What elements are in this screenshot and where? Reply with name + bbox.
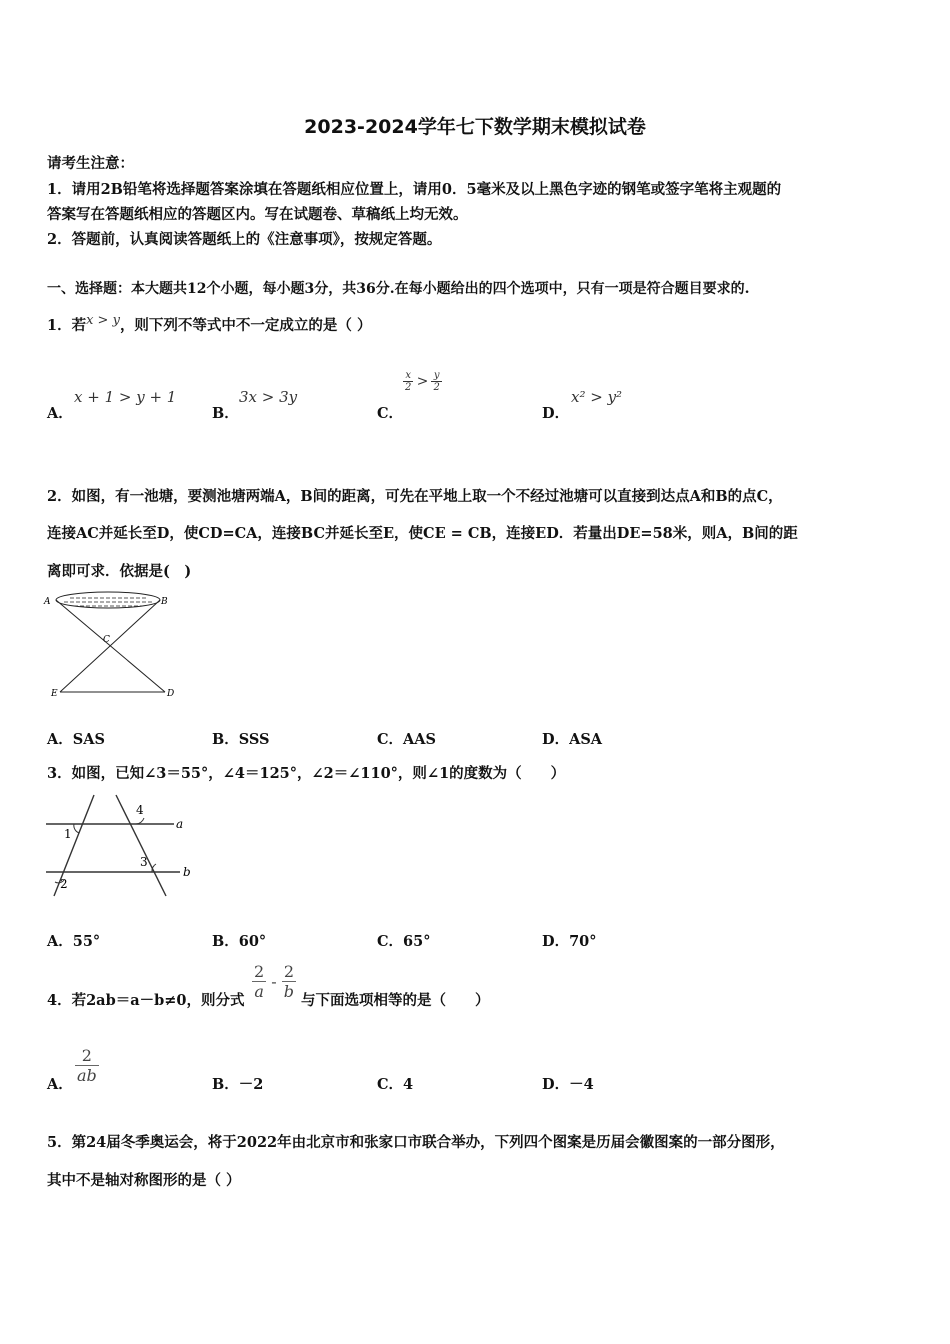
q1-prefix: 1．若 — [47, 317, 87, 334]
angle-label-1: 1 — [64, 827, 72, 841]
line-label-a: a — [176, 817, 184, 831]
q1-option-a: x + 1 > y + 1 — [74, 388, 177, 406]
q4-option-b: B．－2 — [212, 1076, 264, 1093]
q4-expression: $\frac{2}{a}$ - $\frac{2}{b}$ — [254, 962, 295, 1001]
line-label-b: b — [183, 865, 191, 879]
q2-option-c: C．AAS — [377, 731, 437, 748]
q2-line-2: 连接AC并延长至D，使CD=CA，连接BC并延长至E，使CE = CB，连接ED．若量出DE=58米，则A，B间的距 — [47, 525, 798, 542]
notice-line-2: 答案写在答题纸相应的答题区内。写在试题卷、草稿纸上均无效。 — [47, 206, 468, 223]
q5-line-2: 其中不是轴对称图形的是（ ） — [47, 1172, 241, 1189]
arc-1 — [74, 824, 79, 833]
label-c: C — [103, 635, 110, 645]
angle-label-3: 3 — [140, 855, 148, 869]
arc-4 — [136, 818, 144, 824]
q2-option-d: D．ASA — [542, 731, 603, 748]
angle-label-2: 2 — [60, 877, 68, 891]
q5-line-1: 5．第24届冬季奥运会，将于2022年由北京市和张家口市联合举办，下列四个图案是历届会徽图案的一部分图形， — [47, 1134, 785, 1151]
q3-option-d: D．70° — [542, 933, 597, 950]
q1-condition: x > y — [86, 313, 120, 328]
q1-suffix: ，则下列不等式中不一定成立的是（ ） — [119, 317, 372, 334]
pond-ellipse — [56, 592, 160, 608]
q3-option-c: C．65° — [377, 933, 431, 950]
label-b: B — [161, 597, 168, 607]
q4-option-a: $\frac{2}{ab}$ — [77, 1046, 97, 1085]
q4-suffix: 与下面选项相等的是（ ） — [301, 992, 490, 1009]
q3-option-b: B．60° — [212, 933, 267, 950]
q3-option-a: A．55° — [47, 933, 101, 950]
q1-option-a-label: A． — [47, 405, 73, 422]
page-title: 2023-2024学年七下数学期末模拟试卷 — [304, 116, 646, 138]
notice-line-3: 2．答题前，认真阅读答题纸上的《注意事项》，按规定答题。 — [47, 231, 442, 248]
q3-text: 3．如图，已知∠3＝55°，∠4＝125°，∠2＝∠110°，则∠1的度数为（ ） — [47, 765, 566, 782]
angle-label-4: 4 — [136, 803, 144, 817]
q1-option-b: 3x > 3y — [239, 388, 298, 406]
q2-option-b: B．SSS — [212, 731, 270, 748]
line-be — [60, 600, 160, 692]
notice-heading: 请考生注意： — [47, 155, 134, 172]
q1-option-d-label: D． — [542, 405, 570, 422]
q4-option-d: D．－4 — [542, 1076, 594, 1093]
q2-option-a: A．SAS — [47, 731, 105, 748]
label-a: A — [44, 597, 51, 607]
q1-option-c-label: C． — [377, 405, 404, 422]
q4-option-c: C．4 — [377, 1076, 414, 1093]
parallel-lines-figure — [44, 790, 196, 900]
q1-option-b-label: B． — [212, 405, 239, 422]
q4-prefix: 4．若2ab＝a－b≠0，则分式 — [47, 992, 245, 1009]
q1-option-d: x² > y² — [571, 388, 623, 406]
section-heading: 一、选择题：本大题共12个小题，每小题3分，共36分.在每小题给出的四个选项中，只有一项是符合题目要求的. — [47, 281, 750, 297]
question-1 — [47, 314, 371, 335]
q2-line-1: 2．如图，有一池塘，要测池塘两端A，B间的距离，可先在平地上取一个不经过池塘可以直接到达点A和B的点C， — [47, 488, 783, 505]
q1-option-c: $\frac{x}{2}$ > $\frac{y}{2}$ — [405, 370, 440, 393]
label-e: E — [51, 689, 58, 699]
label-d: D — [167, 689, 175, 699]
notice-line-1: 1．请用2B铅笔将选择题答案涂填在答题纸相应位置上，请用0．5毫米及以上黑色字迹的钢笔或签字笔将主观题的 — [47, 181, 782, 198]
q2-line-3: 离即可求．依据是( ) — [47, 563, 192, 580]
pond-figure — [40, 588, 185, 706]
q4-option-a-label: A． — [47, 1076, 73, 1093]
